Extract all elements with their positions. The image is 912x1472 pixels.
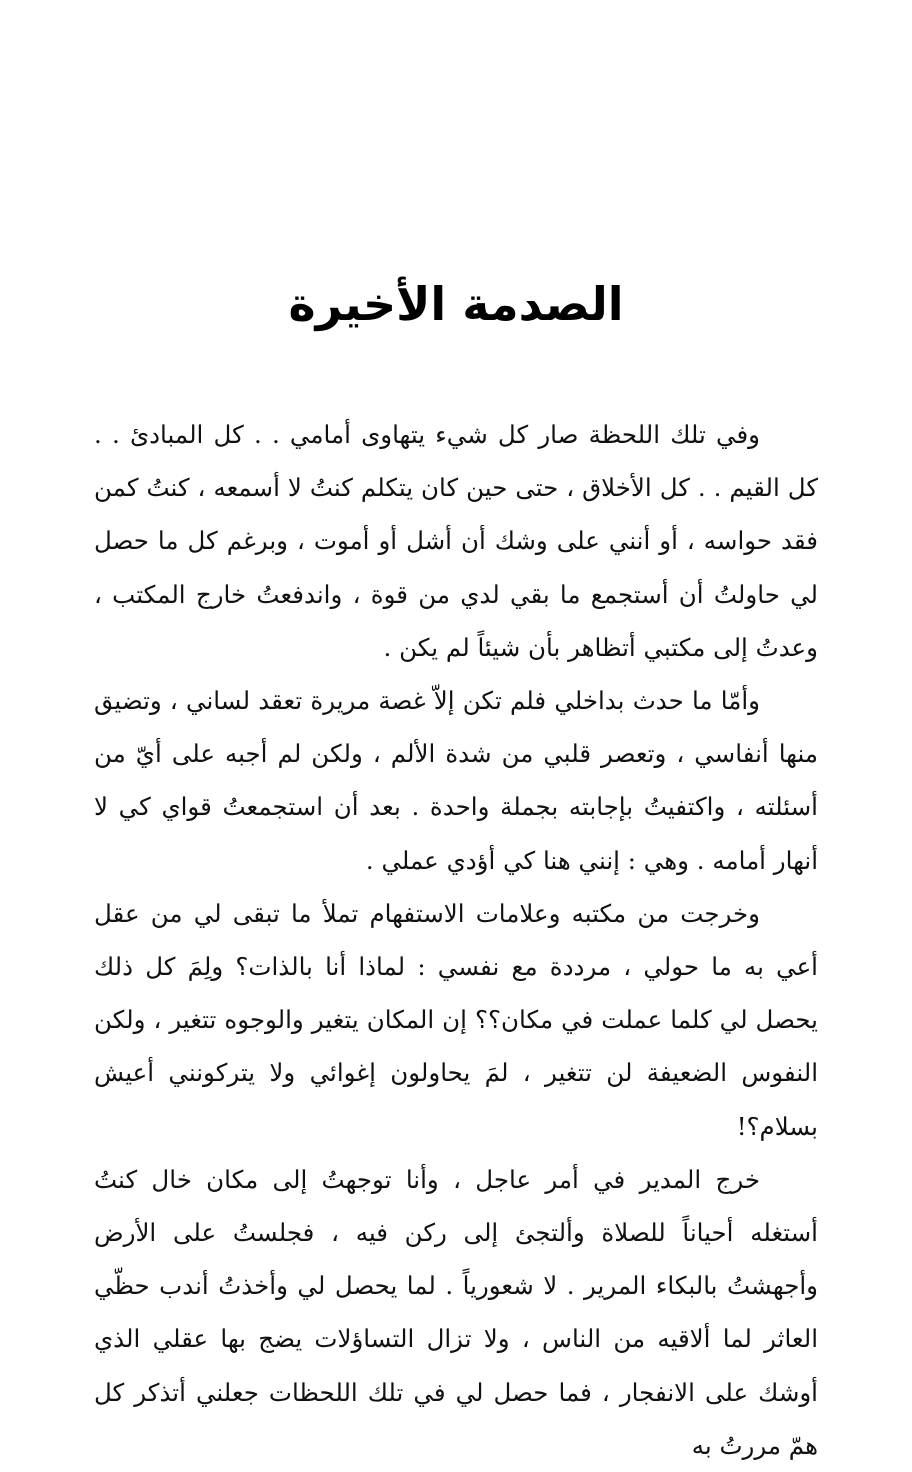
paragraph: خرج المدير في أمر عاجل ، وأنا توجهتُ إلى مكان خال كنتُ أستغله أحياناً للصلاة وألتجئ إلى ركن فيه ، فجلستُ على الأرض وأجهشتُ بالبكاء المرير . لا شعورياً . لما يحصل لي وأخذتُ أندب حظّي العاثر لما ألاقيه من الناس ، ولا تزال التساؤلات يضج بها عقلي الذي أوشك على الانفجار ، فما حصل لي في تلك اللحظات جعلني أتذكر كل همّ مررتُ به [94, 1164, 818, 1460]
paragraph: وخرجت من مكتبه وعلامات الاستفهام تملأ ما تبقى لي من عقل أعي به ما حولي ، مرددة مع نفسي : لماذا أنا بالذات؟ ولِمَ كل ذلك يحصل لي كلما عملت في مكان؟؟ إن المكان يتغير والوجوه تتغير ، ولكن النفوس الضعيفة لن تتغير ، لمَ يحاولون إغوائي ولا يتركونني أعيش بسلام؟! [94, 898, 818, 1141]
paragraph: وفي تلك اللحظة صار كل شيء يتهاوى أمامي . . كل المبادئ . . كل القيم . . كل الأخلاق ، حتى حين كان يتكلم كنتُ لا أسمعه ، كنتُ كمن فقد حواسه ، أو أنني على وشك أن أشل أو أموت ، وبرغم كل ما حصل لي حاولتُ أن أستجمع ما بقي لدي من قوة ، واندفعتُ خارج المكتب ، وعدتُ إلى مكتبي أتظاهر بأن شيئاً لم يكن . [94, 420, 818, 662]
chapter-title: الصدمة الأخيرة [288, 277, 624, 331]
paragraph: وأمّا ما حدث بداخلي فلم تكن إلاّ غصة مريرة تعقد لساني ، وتضيق منها أنفاسي ، وتعصر قلبي من شدة الألم ، ولكن لم أجبه على أيّ من أسئلته ، واكتفيتُ بإجابته بجملة واحدة . بعد أن استجمعتُ قواي كي لا أنهار أمامه . وهي : إنني هنا كي أؤدي عملي . [94, 686, 818, 875]
chapter-body [94, 408, 818, 1472]
